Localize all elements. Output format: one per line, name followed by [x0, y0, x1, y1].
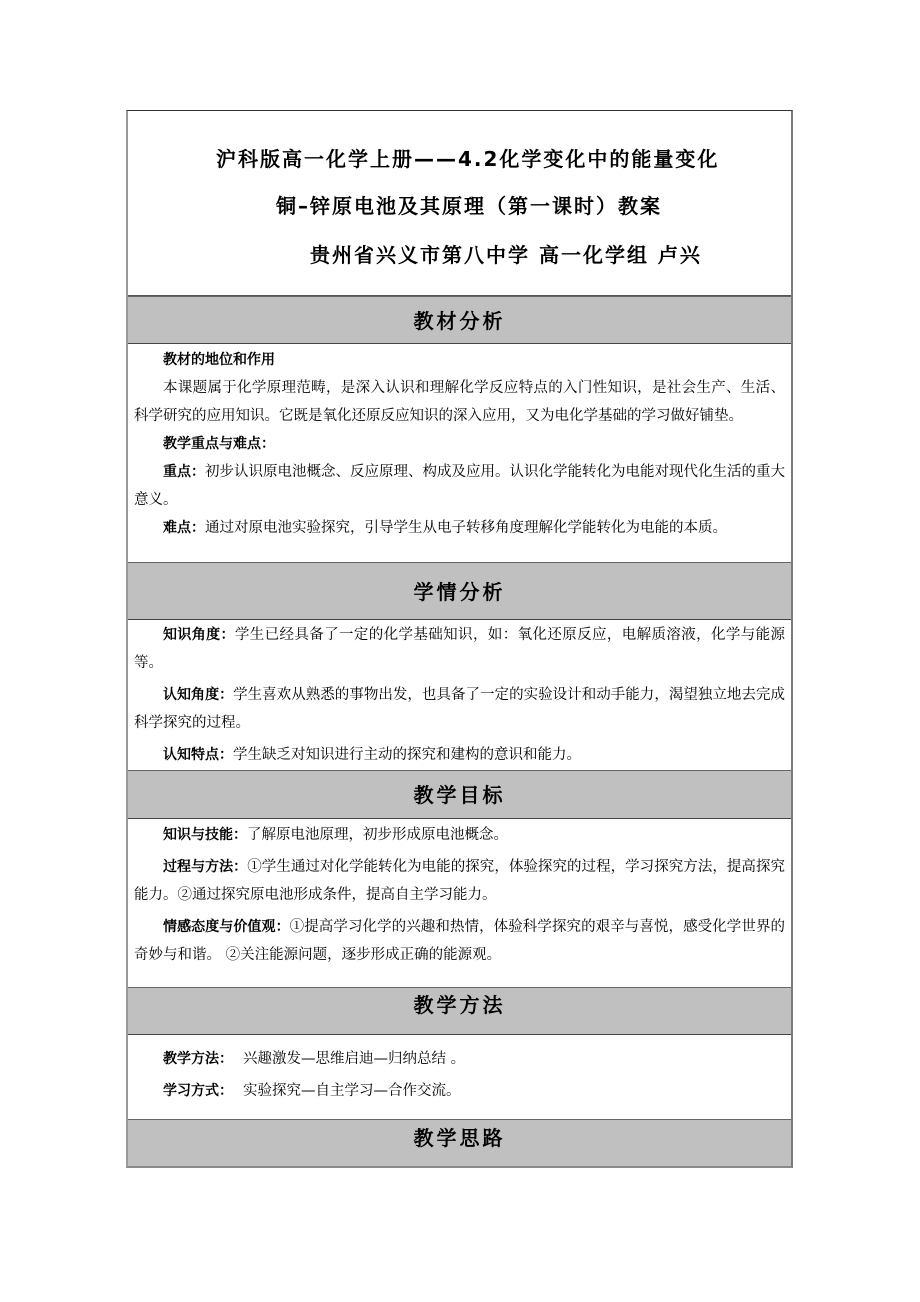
paragraph-text: 本课题属于化学原理范畴，是深入认识和理解化学反应特点的入门性知识，是社会生产、生活、科学研究的应用知识。它既是氧化还原反应知识的深入应用，又为电化学基础的学习做好铺垫。: [134, 380, 785, 424]
paragraph-text: ①学生通过对化学能转化为电能的探究，体验探究的过程，学习探究方法，提高探究能力。②通过探究原电池形成条件，提高自主学习能力。: [134, 859, 786, 903]
label: 教学方法：: [163, 1051, 233, 1067]
paragraph: [134, 374, 785, 430]
paragraph-text: 学生已经具备了一定的化学基础知识，如：氧化还原反应，电解质溶液，化学与能源等。: [134, 627, 785, 671]
paragraph: [134, 458, 785, 514]
document-title: 沪科版高一化学上册——4.2化学变化中的能量变化: [216, 147, 720, 171]
paragraph-text: 初步认识原电池概念、反应原理、构成及应用。认识化学能转化为电能对现代化生活的重大意义。: [134, 464, 785, 508]
document-subtitle: 铜–锌原电池及其原理（第一课时）教案: [276, 194, 662, 218]
label: 重点：: [163, 464, 205, 480]
paragraph: [134, 621, 785, 677]
title-block: [128, 111, 791, 296]
paragraph: [134, 913, 785, 969]
paragraph: [134, 346, 785, 374]
paragraph-text: 了解原电池原理，初步形成原电池概念。: [247, 827, 508, 843]
paragraph-text: 学生喜欢从熟悉的事物出发，也具备了一定的实验设计和动手能力，渴望独立地去完成科学探究的过程。: [134, 687, 786, 731]
lesson-plan-table: [126, 110, 793, 1168]
section-header-teaching-objectives: 教学目标: [128, 770, 791, 819]
section-body-teaching-objectives: [128, 819, 791, 987]
label: 认知特点：: [163, 747, 233, 763]
paragraph: [134, 821, 785, 849]
paragraph: [134, 1077, 785, 1105]
author-line: 贵州省兴义市第八中学 高一化学组 卢兴: [310, 243, 702, 267]
paragraph-text: 学生缺乏对知识进行主动的探究和建构的意识和能力。: [233, 747, 581, 763]
label: 认知角度：: [163, 687, 234, 703]
section-header-teaching-methods: 教学方法: [128, 987, 791, 1035]
section-body-teaching-methods: [128, 1035, 791, 1119]
label: 情感态度与价值观：: [163, 919, 290, 935]
label: 难点：: [163, 520, 205, 536]
section-body-student-analysis: [128, 620, 791, 770]
paragraph-text: 实验探究—自主学习—合作交流。: [243, 1083, 461, 1099]
paragraph: [134, 1045, 785, 1073]
paragraph: [134, 853, 785, 909]
label: 过程与方法：: [163, 859, 248, 875]
paragraph: [134, 681, 785, 737]
paragraph: [134, 430, 785, 458]
paragraph: [134, 741, 785, 769]
section-header-teaching-approach: 教学思路: [128, 1119, 791, 1166]
paragraph-text: 兴趣激发—思维启迪—归纳总结 。: [243, 1051, 466, 1067]
section-header-textbook-analysis: 教材分析: [128, 296, 791, 344]
paragraph-text: ①提高学习化学的兴趣和热情，体验科学探究的艰辛与喜悦，感受化学世界的奇妙与和谐。 ②关注能源问题，逐步形成正确的能源观。: [134, 919, 786, 963]
label: 知识角度：: [163, 627, 235, 643]
label: 知识与技能：: [163, 827, 247, 843]
section-body-textbook-analysis: [128, 344, 791, 562]
label: 学习方式：: [163, 1083, 233, 1099]
paragraph-text: 通过对原电池实验探究，引导学生从电子转移角度理解化学能转化为电能的本质。: [205, 520, 727, 536]
subheading: 教学重点与难点：: [163, 436, 275, 452]
section-header-student-analysis: 学情分析: [128, 562, 791, 620]
paragraph: [134, 514, 785, 542]
subheading: 教材的地位和作用: [163, 352, 275, 368]
